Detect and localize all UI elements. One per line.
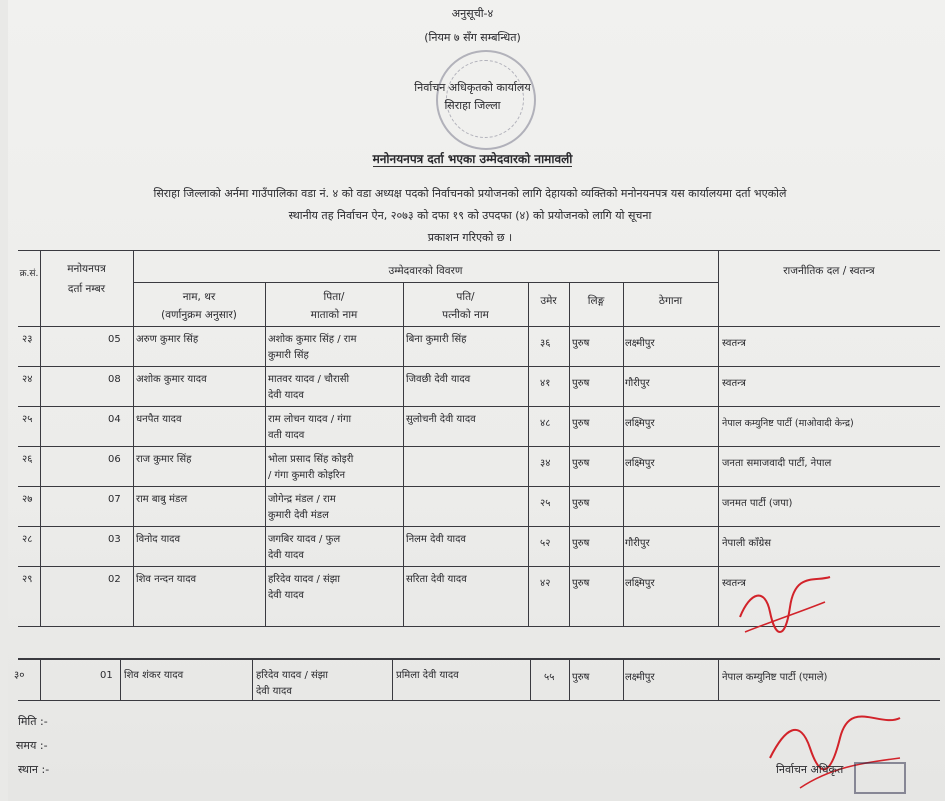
header-spouse-2: पत्नीको नाम	[442, 309, 489, 321]
signature-mark-2	[760, 708, 910, 798]
row-age: ४१	[540, 378, 551, 389]
date-label: मिति :-	[18, 715, 48, 728]
row-parent-1: भोला प्रसाद सिंह कोइरी	[268, 454, 354, 465]
header-spouse-1: पति/	[456, 291, 475, 303]
header-candidate-details: उम्मेदवारको विवरण	[388, 265, 463, 277]
row-party: नेपाली काँग्रेस	[722, 538, 772, 549]
row-parent-1: मातवर यादव / चौरासी	[268, 374, 350, 385]
intro-line-2: स्थानीय तह निर्वाचन ऐन, २०७३ को दफा १९ को उपदफा (४) को प्रयोजनको लागि यो सूचना	[288, 209, 652, 222]
row-reg: 07	[108, 494, 121, 505]
row-spouse: निलम देवी यादव	[406, 534, 466, 545]
row-parent-2: देवी यादव	[268, 550, 304, 561]
row-address: लक्ष्मिपुर	[625, 418, 655, 429]
district-name: सिराहा जिल्ला	[444, 99, 501, 112]
header-reg-2: दर्ता नम्बर	[67, 283, 106, 295]
row-reg: 02	[108, 574, 121, 585]
row-sn: २४	[22, 374, 33, 385]
office-name: निर्वाचन अधिकृतको कार्यालय	[414, 81, 531, 94]
row-parent-2: कुमारी सिंह	[268, 350, 309, 361]
row-parent-2: वती यादव	[268, 430, 305, 441]
row-sn: २५	[22, 414, 33, 425]
header-party: राजनीतिक दल / स्वतन्त्र	[783, 265, 875, 277]
row-parent-1: हरिदेव यादव / संझा	[268, 574, 340, 585]
row-gender: पुरुष	[572, 378, 590, 389]
row-address: लक्ष्मिपुर	[625, 578, 655, 589]
header-name-2: (वर्णानुक्रम अनुसार)	[161, 309, 237, 321]
row-party: स्वतन्त्र	[722, 338, 746, 349]
row-age: ३६	[540, 338, 551, 349]
row-spouse: प्रमिला देवी यादव	[396, 670, 459, 681]
row-name: शिव नन्दन यादव	[136, 574, 197, 585]
row-age: २५	[540, 498, 551, 509]
header-gender: लिङ्ग	[587, 295, 605, 307]
header-parent-2: माताको नाम	[310, 309, 358, 321]
header-name-1: नाम, थर	[182, 291, 216, 303]
row-party: स्वतन्त्र	[722, 378, 746, 389]
header-reg-1: मनोयनपत्र	[67, 263, 106, 275]
row-spouse: जिवछी देवी यादव	[406, 374, 471, 385]
row-parent-2: / गंगा कुमारी कोइरिन	[268, 470, 346, 481]
row-gender: पुरुष	[572, 458, 590, 469]
row-address: गौरीपुर	[625, 538, 650, 549]
row-sn: २८	[22, 534, 33, 545]
row-name: अरुण कुमार सिंह	[136, 334, 199, 345]
time-label: समय :-	[16, 739, 48, 752]
row-reg: 01	[100, 670, 113, 681]
row-sn: २७	[22, 494, 33, 505]
row-parent-1: जगबिर यादव / फुल	[268, 534, 341, 545]
row-address: गौरीपुर	[625, 378, 650, 389]
place-label: स्थान :-	[18, 763, 50, 776]
row-age: ४२	[540, 578, 551, 589]
header-age: उमेर	[540, 295, 557, 307]
row-parent-1: राम लोचन यादव / गंगा	[268, 414, 352, 425]
row-name: धनपैत यादव	[136, 414, 182, 425]
row-reg: 06	[108, 454, 121, 465]
header-sn: क्र.सं.	[19, 269, 39, 279]
row-gender: पुरुष	[572, 578, 590, 589]
row-name: राज कुमार सिंह	[136, 454, 192, 465]
document-title: मनोनयनपत्र दर्ता भएका उम्मेदवारको नामावली	[372, 152, 573, 166]
row-address: लक्ष्मीपुर	[625, 672, 655, 683]
row-sn: २६	[22, 454, 33, 465]
row-parent-2: कुमारी देवी मंडल	[268, 510, 329, 521]
row-address: लक्ष्मीपुर	[625, 338, 655, 349]
schedule-label: अनुसूची-४	[451, 7, 494, 20]
header-address: ठेगाना	[658, 295, 683, 307]
row-party: जनता समाजवादी पार्टी, नेपाल	[722, 458, 832, 469]
row-parent-1: हरिदेव यादव / संझा	[256, 670, 328, 681]
row-party: नेपाल कम्युनिष्ट पार्टी (एमाले)	[722, 672, 828, 683]
row-spouse: सरिता देवी यादव	[406, 574, 467, 585]
row-parent-1: जोगेन्द्र मंडल / राम	[268, 494, 336, 505]
row-name: अशोक कुमार यादव	[136, 374, 207, 385]
row-party: स्वतन्त्र	[722, 578, 746, 589]
row-reg: 08	[108, 374, 121, 385]
row-sn: २९	[22, 574, 33, 585]
row-parent-2: देवी यादव	[256, 686, 292, 697]
row-spouse: सुलोचनी देवी यादव	[406, 414, 476, 425]
row-age: ४८	[540, 418, 551, 429]
row-reg: 03	[108, 534, 121, 545]
row-gender: पुरुष	[572, 672, 590, 683]
row-age: ५२	[540, 538, 551, 549]
intro-line-1: सिराहा जिल्लाको अर्नमा गाउँपालिका वडा नं. ४ को वडा अध्यक्ष पदको निर्वाचनको प्रयोजनको लागि देहायको व्यक्तिको मनोनयनपत्र यस कार्यालयमा दर्ता भएकोले	[153, 187, 787, 200]
row-name: शिव शंकर यादव	[124, 670, 184, 681]
header-parent-1: पिता/	[323, 291, 345, 303]
row-address: लक्ष्मिपुर	[625, 458, 655, 469]
officer-title: निर्वाचन अधिकृत	[776, 763, 844, 776]
row-sn: २३	[22, 334, 33, 345]
rule-reference: (नियम ७ सँग सम्बन्धित)	[424, 31, 521, 44]
row-spouse: बिना कुमारी सिंह	[406, 334, 467, 345]
row-gender: पुरुष	[572, 338, 590, 349]
row-parent-2: देवी यादव	[268, 390, 304, 401]
row-age: ५५	[544, 672, 555, 683]
row-gender: पुरुष	[572, 538, 590, 549]
row-party: जनमत पार्टी (जपा)	[722, 498, 793, 509]
intro-line-3: प्रकाशन गरिएको छ ।	[427, 231, 513, 244]
signature-mark-1	[730, 572, 840, 652]
row-parent-1: अशोक कुमार सिंह / राम	[268, 334, 357, 345]
row-party: नेपाल कम्युनिष्ट पार्टी (माओवादी केन्द्र)	[722, 418, 854, 429]
row-sn: ३०	[14, 670, 25, 681]
row-age: ३४	[540, 458, 551, 469]
row-name: विनोद यादव	[136, 534, 181, 545]
row-reg: 04	[108, 414, 121, 425]
row-parent-2: देवी यादव	[268, 590, 304, 601]
row-gender: पुरुष	[572, 498, 590, 509]
row-reg: 05	[108, 334, 121, 345]
row-gender: पुरुष	[572, 418, 590, 429]
row-name: राम बाबु मंडल	[136, 494, 188, 505]
